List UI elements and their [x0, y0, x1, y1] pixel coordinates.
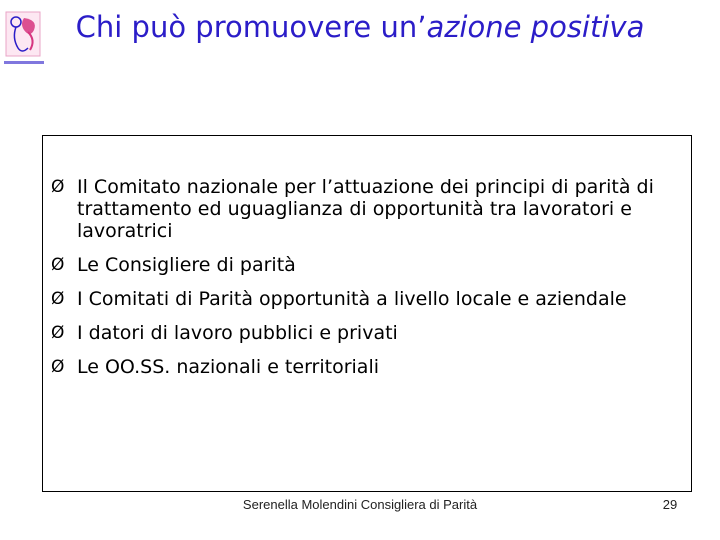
- content-box: [42, 135, 692, 492]
- arrow-bullet-icon: Ø: [51, 255, 65, 275]
- footer-author: Serenella Molendini Consigliera di Parità: [242, 497, 478, 512]
- bullet-text: Le OO.SS. nazionali e territoriali: [77, 356, 380, 378]
- arrow-bullet-icon: Ø: [51, 177, 65, 197]
- arrow-bullet-icon: Ø: [51, 289, 65, 309]
- slide-title: [60, 4, 660, 50]
- bullet-item: [51, 254, 687, 276]
- bullet-item: [51, 288, 687, 310]
- title-part-italic: azione positiva: [426, 10, 645, 44]
- bullet-list: [51, 176, 687, 390]
- bullet-item: [51, 322, 687, 344]
- bullet-text: I Comitati di Parità opportunità a livello locale e aziendale: [77, 288, 627, 310]
- bullet-item: [51, 176, 687, 242]
- arrow-bullet-icon: Ø: [51, 357, 65, 377]
- bullet-text: Il Comitato nazionale per l’attuazione dei principi di parità di trattamento ed uguaglianza di opportunità tra lavoratori e lavoratrici: [77, 176, 654, 242]
- bullet-item: [51, 356, 687, 378]
- bullet-text: Le Consigliere di parità: [77, 254, 296, 276]
- title-part-regular: Chi può promuovere un’: [75, 10, 427, 44]
- consigliera-logo: [2, 8, 48, 68]
- bullet-text: I datori di lavoro pubblici e privati: [77, 322, 398, 344]
- page-number: 29: [662, 497, 678, 512]
- arrow-bullet-icon: Ø: [51, 323, 65, 343]
